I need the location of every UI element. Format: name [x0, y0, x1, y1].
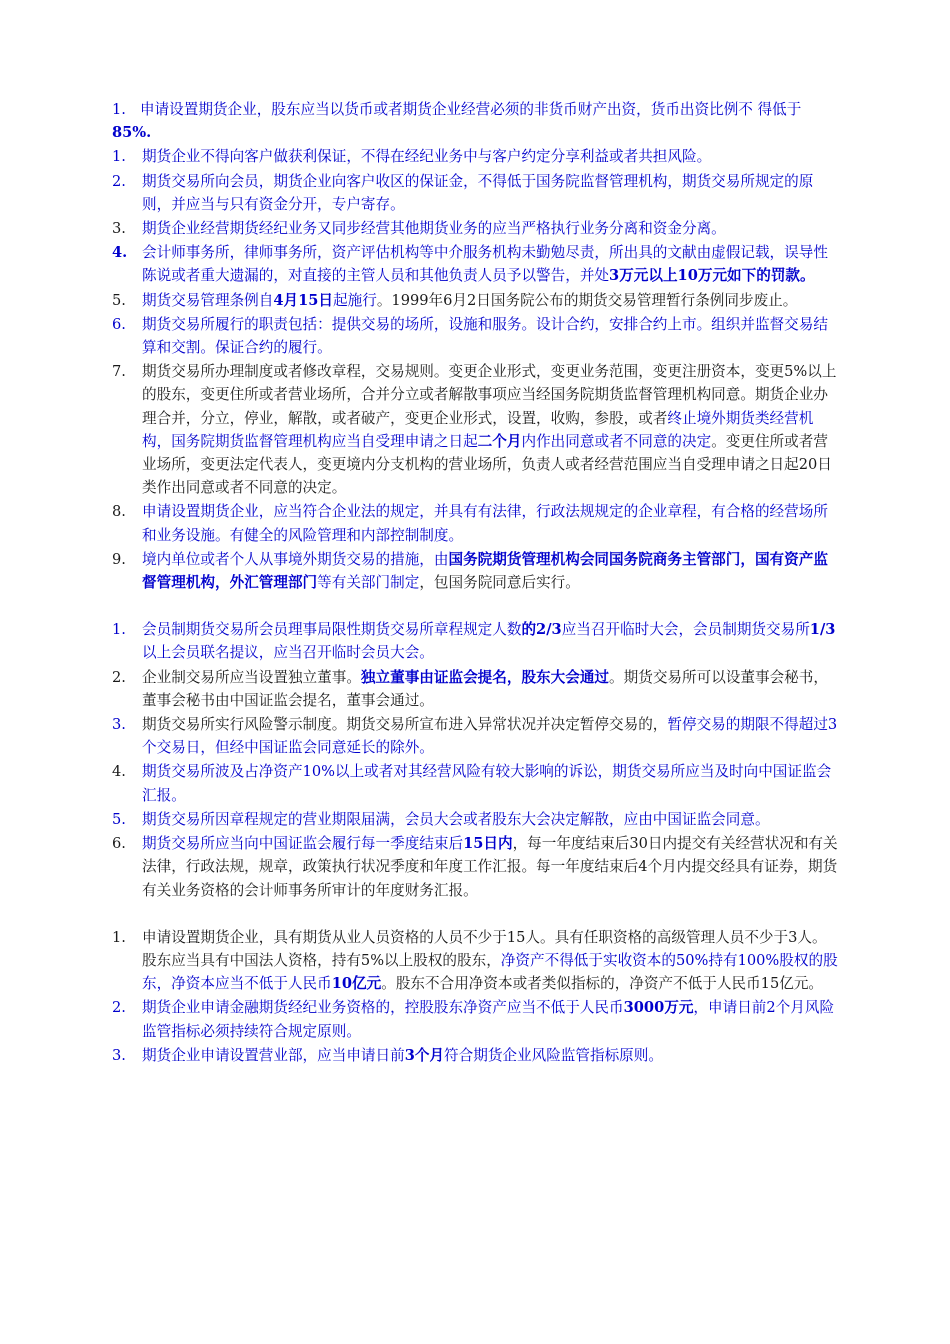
list-item-number: 1. [112, 928, 126, 946]
text-run: 期货企业申请金融期货经纪业务资格的，控股股东净资产应当不低于人民币 [142, 999, 624, 1017]
list-item [112, 241, 840, 287]
text-run: 国务院期货管理机构会同国务院商务主管部门，国有资产监督管理机构，外汇管理部门 [142, 550, 828, 592]
list-item-number: 6. [112, 315, 126, 333]
text-run: 期货企业申请设置营业部，应当申请日前 [142, 1046, 405, 1064]
list-item-number: 1. [112, 621, 126, 639]
text-run: 终止境外期货类经营机构，国务院期货监督管理机构应当自受理申请之日起 [142, 409, 814, 450]
text-run: 的2/3 [521, 621, 562, 639]
list-item [112, 170, 840, 216]
text-run: 申请设置期货企业，股东应当以货币或者期货企业经营必须的非货币财产出资，货币出资比例不 得低于 [139, 101, 802, 118]
text-run: 期货交易所因章程规定的营业期限届满，会员大会或者股东大会决定解散，应由中国证监会同意。 [142, 810, 770, 828]
text-run: 期货交易所办理制度或者修改章程，交易规则。变更企业形式，变更业务范围，变更注册资本，变更5%以上的股东，变更住所或者营业场所，合并分立或者解散事项应当经国务院期货监督管理机构同意。期货企业办理合并，分立，停业，解散，或者破产，变更企业形式，设置，收购，参股，或者 [142, 363, 837, 427]
list-item [112, 832, 840, 902]
list-item [112, 145, 840, 168]
text-run: 申请设置期货企业，具有期货从业人员资格的人员不少于15人。具有任职资格的高级管理人员不少于3人。股东应当具有中国法人资格，持有5%以上股权的股东， [142, 928, 827, 969]
text-run: 以上会员联名提议，应当召开临时会员大会。 [142, 644, 434, 662]
text-run: 期货交易所实行风险警示制度。期货交易所宣布进入异常状况并决定暂停交易的， [142, 716, 668, 734]
list-item [112, 808, 840, 831]
text-run: 期货交易管理条例自 [142, 291, 274, 309]
text-run: ，包国务院同意后实行。 [419, 574, 580, 592]
text-run: 85%. [112, 124, 152, 142]
text-run: ，申请日前2个月风险监管指标必须持续符合规定原则。 [142, 999, 835, 1040]
list-item [112, 666, 840, 712]
text-run: 。1999年6月2日国务院公布的期货交易管理暂行条例同步废止。 [376, 291, 798, 309]
text-run: 内作出同意或者不同意的决定 [521, 432, 712, 450]
list-item-number: 5. [112, 291, 126, 309]
list-item [112, 313, 840, 359]
list-item-number: 6. [112, 835, 126, 853]
text-run: 等有关部门制定 [317, 574, 420, 592]
list-item [112, 926, 840, 996]
text-run: 3个月 [404, 1046, 445, 1064]
list-item [112, 618, 840, 664]
text-run: 期货企业不得向客户做获利保证，不得在经纪业务中与客户约定分享利益或者共担风险。 [142, 148, 712, 166]
list-item-number: 4. [112, 244, 128, 262]
list-item [112, 98, 840, 144]
text-run: 应当召开临时大会，会员制期货交易所 [561, 621, 810, 639]
text-run: 二个月 [477, 432, 522, 450]
list-item-number: 5. [112, 810, 126, 828]
list-item-number: 2. [112, 999, 126, 1017]
text-run: 会员制期货交易所会员理事局限性期货交易所章程规定人数 [142, 621, 522, 639]
text-run: 期货交易所波及占净资产10%以上或者对其经营风险有较大影响的诉讼，期货交易所应当及时向中国证监会汇报。 [142, 763, 832, 804]
text-run: 企业制交易所应当设置独立董事。 [142, 668, 361, 686]
list-item-number: 3. [112, 1046, 126, 1064]
text-run: 。期货交易所可以设董事会秘书，董事会秘书由中国证监会提名，董事会通过。 [142, 668, 828, 709]
text-run: 期货交易所履行的职责包括：提供交易的场所，设施和服务。设计合约，安排合约上市。组织并监督交易结算和交割。保证合约的履行。 [142, 315, 828, 357]
text-run: 。变更住所或者营业场所，变更法定代表人，变更境内分支机构的营业场所，负责人或者经营范围应当自受理申请之日起20日类作出同意或者不同意的决定。 [142, 432, 832, 497]
list-item [112, 289, 840, 312]
section-gap [112, 595, 840, 618]
list-item-number: 2. [112, 172, 126, 190]
text-run: 暂停交易的期限不得超过3个交易日，但经中国证监会同意延长的除外。 [142, 716, 838, 757]
list-item [112, 217, 840, 240]
section-gap [112, 903, 840, 926]
section-2 [112, 618, 840, 901]
list-item-number: 7. [112, 363, 126, 381]
list-item-number: 1. [112, 101, 126, 118]
text-run: ，每一年度结束后30日内提交有关经营状况和有关法律，行政法规，规章，政策执行状况季度和年度工作汇报。每一年度结束后4个月内提交经具有证券，期货有关业务资格的会计师事务所审计的年度财务汇报。 [142, 835, 838, 899]
text-run: 4月15日 [273, 291, 334, 309]
list-item [112, 713, 840, 759]
list-item [112, 548, 840, 594]
list-item-number: 2. [112, 668, 126, 686]
text-run: 10亿元 [331, 975, 382, 993]
text-run: 期货交易所应当向中国证监会履行每一季度结束后 [142, 835, 464, 853]
text-run: 3000万元 [623, 999, 694, 1017]
list-item [112, 996, 840, 1042]
list-item [112, 500, 840, 546]
list-item-number: 1. [112, 148, 126, 166]
text-run: 3万元以上10万元如下的罚款。 [609, 267, 815, 285]
text-run: 期货企业经营期货经纪业务又同步经营其他期货业务的应当严格执行业务分离和资金分离。 [142, 220, 726, 238]
text-run: 15日内 [463, 835, 513, 853]
list-item-number: 3. [112, 220, 126, 238]
text-run: 符合期货企业风险监管指标原则。 [444, 1046, 663, 1064]
text-run: 起施行 [333, 291, 377, 309]
list-item [112, 360, 840, 499]
list-item-number: 3. [112, 716, 126, 734]
list-item-number: 4. [112, 763, 126, 781]
list-item [112, 1044, 840, 1067]
list-item-number: 8. [112, 503, 126, 521]
text-run: 期货交易所向会员，期货企业向客户收区的保证金，不得低于国务院监督管理机构，期货交易所规定的原则，并应当与只有资金分开，专户寄存。 [142, 172, 814, 213]
document-body [112, 98, 840, 1068]
text-run: 境内单位或者个人从事境外期货交易的措施，由 [142, 550, 449, 568]
section-1 [112, 98, 840, 594]
list-item-number: 9. [112, 550, 126, 568]
text-run: 申请设置期货企业，应当符合企业法的规定，并具有有法律，行政法规规定的企业章程，有合格的经营场所和业务设施。有健全的风险管理和内部控制制度。 [142, 503, 828, 544]
list-item [112, 760, 840, 806]
text-run: 会计师事务所，律师事务所，资产评估机构等中介服务机构未勤勉尽责，所出具的文献由虚假记载，误导性陈说或者重大遗漏的，对直接的主管人员和其他负责人员予以警告，并处 [142, 244, 828, 285]
text-run: 。股东不合用净资本或者类似指标的，净资产不低于人民币15亿元。 [381, 975, 824, 993]
section-3 [112, 926, 840, 1067]
text-run: 净资产不得低于实收资本的50%持有100%股权的股东，净资本应当不低于人民币 [142, 951, 838, 993]
text-run: 独立董事由证监会提名，股东大会通过 [360, 668, 610, 686]
text-run: 1/3 [809, 621, 836, 639]
